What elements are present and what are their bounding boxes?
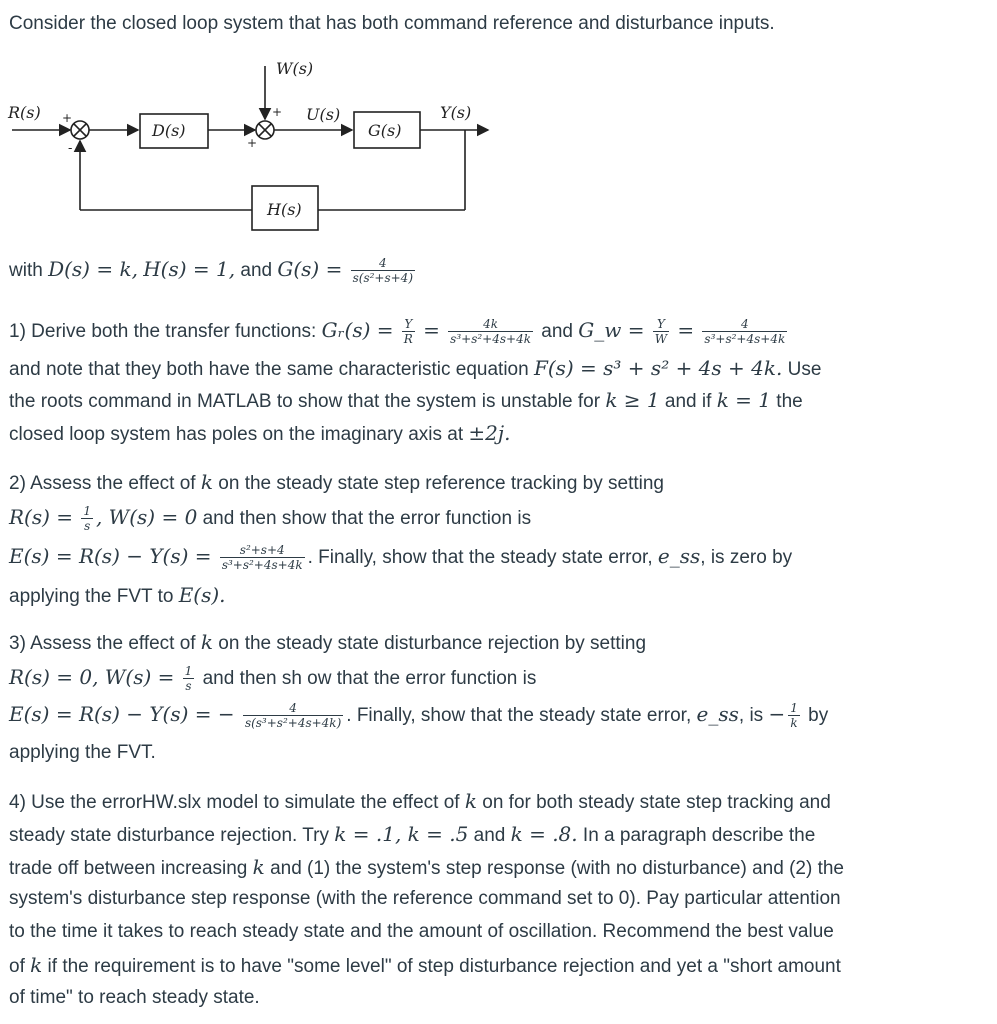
q2-line4: applying the FVT to E(s). — [9, 583, 226, 607]
sign-plus-2-left: + — [247, 136, 258, 150]
q1-line3: the roots command in MATLAB to show that the system is unstable for k ≥ 1 and if k = 1 the — [9, 388, 803, 412]
q2-line2: R(s) = $\frac{1}{s}$ , W(s) = 0 and then show that the error function is — [9, 504, 532, 533]
q3-line3: E(s) = R(s) − Y(s) = − $\frac{4}{\text{s(s³+s²+4s+4k)}}$ . Finally, show that the steady state error, e_ss, is − $\frac{1}{k}$ by — [9, 701, 829, 730]
block-diagram — [0, 50, 520, 240]
q4-line1: 4) Use the errorHW.slx model to simulate the effect of k on for both steady state step tracking and — [9, 789, 831, 813]
intro-text: Consider the closed loop system that has both command reference and disturbance inputs. — [9, 13, 775, 34]
label-u: U(s) — [306, 105, 341, 124]
block-d: D(s) — [152, 121, 186, 140]
given-line: with D(s) = k, H(s) = 1, and G(s) = $\frac{4}{\text{s(s²+s+4)}}$ — [9, 256, 414, 285]
q4-line6: of k if the requirement is to have "some level" of step disturbance rejection and yet a "short amount — [9, 953, 841, 977]
block-h: H(s) — [267, 200, 302, 219]
sign-plus-1: + — [62, 111, 73, 125]
q4-line5: to the time it takes to reach steady state and the amount of oscillation. Recommend the best value — [9, 921, 834, 942]
q3-line1: 3) Assess the effect of k on the steady state disturbance rejection by setting — [9, 630, 647, 654]
label-y: Y(s) — [440, 103, 472, 122]
q4-line3: trade off between increasing k and (1) the system's step response (with no disturbance) and (2) the — [9, 855, 844, 879]
q4-line7: of time" to reach steady state. — [9, 987, 260, 1008]
sign-minus-1: - — [68, 141, 73, 156]
q4-line4: system's disturbance step response (with the reference command set to 0). Pay particular attention — [9, 888, 841, 909]
g-fraction: $\frac{4}{\text{s(s²+s+4)}}$ — [352, 256, 414, 285]
block-g: G(s) — [368, 121, 402, 140]
label-r: R(s) — [8, 103, 41, 122]
q1-line1: 1) Derive both the transfer functions: Gᵣ(s) = $\frac{Y}{R}$ = $\frac{4k}{\text{s³+s²+4s+4k}}$ and G_w = $\frac{Y}{W}$ = $\frac{4}{\text{s³+s²+4s+4k}}$ — [9, 317, 786, 346]
q3-line4: applying the FVT. — [9, 742, 156, 763]
sign-plus-2-top: + — [272, 105, 283, 119]
q1-line2: and note that they both have the same characteristic equation F(s) = s³ + s² + 4s + 4k. Use — [9, 356, 822, 380]
q3-line2: R(s) = 0, W(s) = $\frac{1}{s}$ and then sh ow that the error function is — [9, 664, 537, 693]
q2-line1: 2) Assess the effect of k on the steady state step reference tracking by setting — [9, 470, 664, 494]
q1-line4: closed loop system has poles on the imaginary axis at ±2j. — [9, 421, 511, 445]
q2-line3: E(s) = R(s) − Y(s) = $\frac{\text{s²+s+4}}{\text{s³+s²+4s+4k}}$ . Finally, show that the steady state error, e_ss, is zero by — [9, 543, 793, 572]
label-w: W(s) — [276, 59, 314, 78]
q4-line2: steady state disturbance rejection. Try k = .1, k = .5 and k = .8. In a paragraph describe the — [9, 822, 816, 846]
